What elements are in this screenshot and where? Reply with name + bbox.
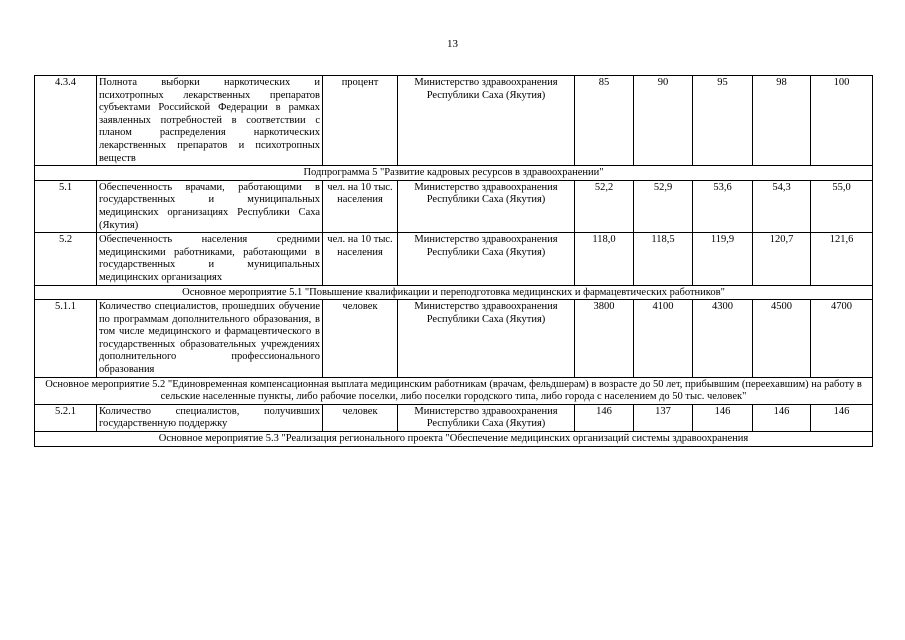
table-row <box>35 76 873 166</box>
value-cell: 53,6 <box>693 180 753 232</box>
section-heading: Основное мероприятие 5.3 "Реализация регионального проекта "Обеспечение медицинских организаций системы здравоохранения <box>35 432 873 447</box>
unit-of-measure: чел. на 10 тыс. населения <box>323 180 398 232</box>
value-cell: 146 <box>693 404 753 431</box>
unit-of-measure: чел. на 10 тыс. населения <box>323 233 398 285</box>
responsible-organization: Министерство здравоохранения Республики Саха (Якутия) <box>398 233 575 285</box>
value-cell: 52,9 <box>634 180 693 232</box>
indicator-name: Количество специалистов, получивших государственную поддержку <box>97 404 323 431</box>
page-number: 13 <box>447 38 458 50</box>
table-row <box>35 180 873 232</box>
indicator-name: Количество специалистов, прошедших обучение по программам дополнительного образования, в том числе медицинского и фармацевтического в государственных образовательных учреждениях дополнительного профессионального образования <box>97 300 323 378</box>
row-number: 5.1 <box>35 180 97 232</box>
row-number: 5.1.1 <box>35 300 97 378</box>
value-cell: 55,0 <box>811 180 873 232</box>
value-cell: 4700 <box>811 300 873 378</box>
value-cell: 118,5 <box>634 233 693 285</box>
value-cell: 120,7 <box>753 233 811 285</box>
section-heading: Основное мероприятие 5.1 "Повышение квалификации и переподготовка медицинских и фармацевтических работников" <box>35 285 873 300</box>
value-cell: 52,2 <box>575 180 634 232</box>
unit-of-measure: человек <box>323 300 398 378</box>
row-number: 5.2.1 <box>35 404 97 431</box>
value-cell: 118,0 <box>575 233 634 285</box>
value-cell: 137 <box>634 404 693 431</box>
value-cell: 54,3 <box>753 180 811 232</box>
value-cell: 146 <box>575 404 634 431</box>
unit-of-measure: человек <box>323 404 398 431</box>
value-cell: 119,9 <box>693 233 753 285</box>
value-cell: 146 <box>811 404 873 431</box>
indicator-name: Обеспеченность населения средними медицинскими работниками, работающими в государственных и муниципальных медицинских организациях <box>97 233 323 285</box>
value-cell: 95 <box>693 76 753 166</box>
responsible-organization: Министерство здравоохранения Республики Саха (Якутия) <box>398 300 575 378</box>
value-cell: 4300 <box>693 300 753 378</box>
value-cell: 90 <box>634 76 693 166</box>
responsible-organization: Министерство здравоохранения Республики Саха (Якутия) <box>398 76 575 166</box>
table-row <box>35 300 873 378</box>
section-heading: Основное мероприятие 5.2 "Единовременная компенсационная выплата медицинским работникам (врачам, фельдшерам) в возрасте до 50 лет, прибывшим (переехавшим) на работу в сельские населенные пункты, либо рабочие поселки, либо поселки городского типа, либо города с населением до 50 тыс. человек" <box>35 377 873 404</box>
section-row <box>35 377 873 404</box>
row-number: 5.2 <box>35 233 97 285</box>
responsible-organization: Министерство здравоохранения Республики Саха (Якутия) <box>398 404 575 431</box>
responsible-organization: Министерство здравоохранения Республики Саха (Якутия) <box>398 180 575 232</box>
indicator-name: Обеспеченность врачами, работающими в государственных и муниципальных медицинских организациях Республики Саха (Якутия) <box>97 180 323 232</box>
value-cell: 100 <box>811 76 873 166</box>
value-cell: 85 <box>575 76 634 166</box>
value-cell: 121,6 <box>811 233 873 285</box>
section-row <box>35 432 873 447</box>
section-heading: Подпрограмма 5 "Развитие кадровых ресурсов в здравоохранении" <box>35 166 873 181</box>
table-row <box>35 404 873 431</box>
value-cell: 4500 <box>753 300 811 378</box>
unit-of-measure: процент <box>323 76 398 166</box>
row-number: 4.3.4 <box>35 76 97 166</box>
value-cell: 98 <box>753 76 811 166</box>
value-cell: 4100 <box>634 300 693 378</box>
section-row <box>35 166 873 181</box>
value-cell: 146 <box>753 404 811 431</box>
table-row <box>35 233 873 285</box>
value-cell: 3800 <box>575 300 634 378</box>
indicators-table <box>34 75 873 447</box>
indicator-name: Полнота выборки наркотических и психотропных лекарственных препаратов субъектами Российской Федерации в рамках заявленных потребностей в соответствии с планом распределения наркотических лекарственных препаратов и психотропных веществ <box>97 76 323 166</box>
section-row <box>35 285 873 300</box>
